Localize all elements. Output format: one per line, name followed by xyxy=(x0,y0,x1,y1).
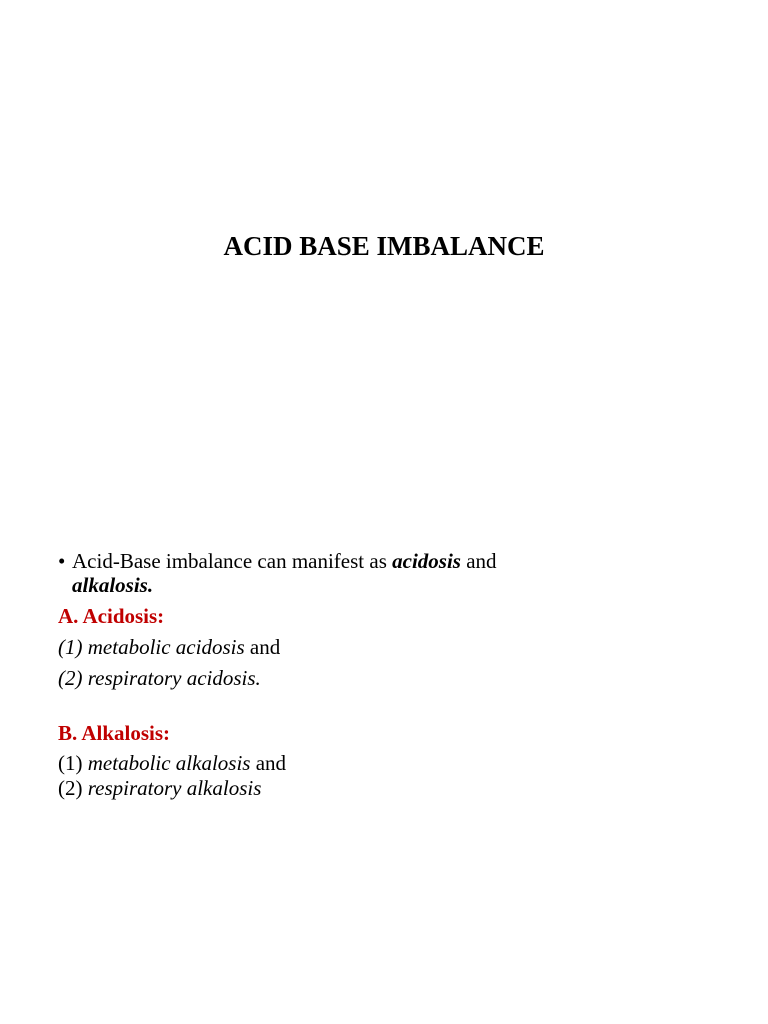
bullet-text-between: and xyxy=(460,549,497,573)
bullet-icon: • xyxy=(58,549,66,573)
content-body xyxy=(58,549,718,800)
list-item xyxy=(58,666,718,690)
item-number: (2) xyxy=(58,776,83,800)
term-acidosis: acidosis xyxy=(392,549,461,573)
heading-alkalosis: B. Alkalosis: xyxy=(58,721,171,745)
list-item xyxy=(58,776,718,800)
page-title: ACID BASE IMBALANCE xyxy=(223,231,545,261)
item-number: (1) xyxy=(58,635,83,659)
item-suffix: and xyxy=(244,635,281,659)
item-number: (2) xyxy=(58,666,83,690)
list-item xyxy=(58,635,718,659)
list-item xyxy=(58,751,718,775)
item-term: respiratory alkalosis xyxy=(87,776,262,800)
term-alkalosis: alkalosis. xyxy=(72,573,154,597)
item-term: respiratory acidosis. xyxy=(87,666,261,690)
item-term: metabolic acidosis xyxy=(87,635,245,659)
item-suffix: and xyxy=(250,751,287,775)
bullet-paragraph xyxy=(58,549,718,597)
item-number: (1) xyxy=(58,751,83,775)
bullet-text-before: Acid-Base imbalance can manifest as xyxy=(72,549,393,573)
item-term: metabolic alkalosis xyxy=(87,751,251,775)
heading-acidosis: A. Acidosis: xyxy=(58,604,165,628)
